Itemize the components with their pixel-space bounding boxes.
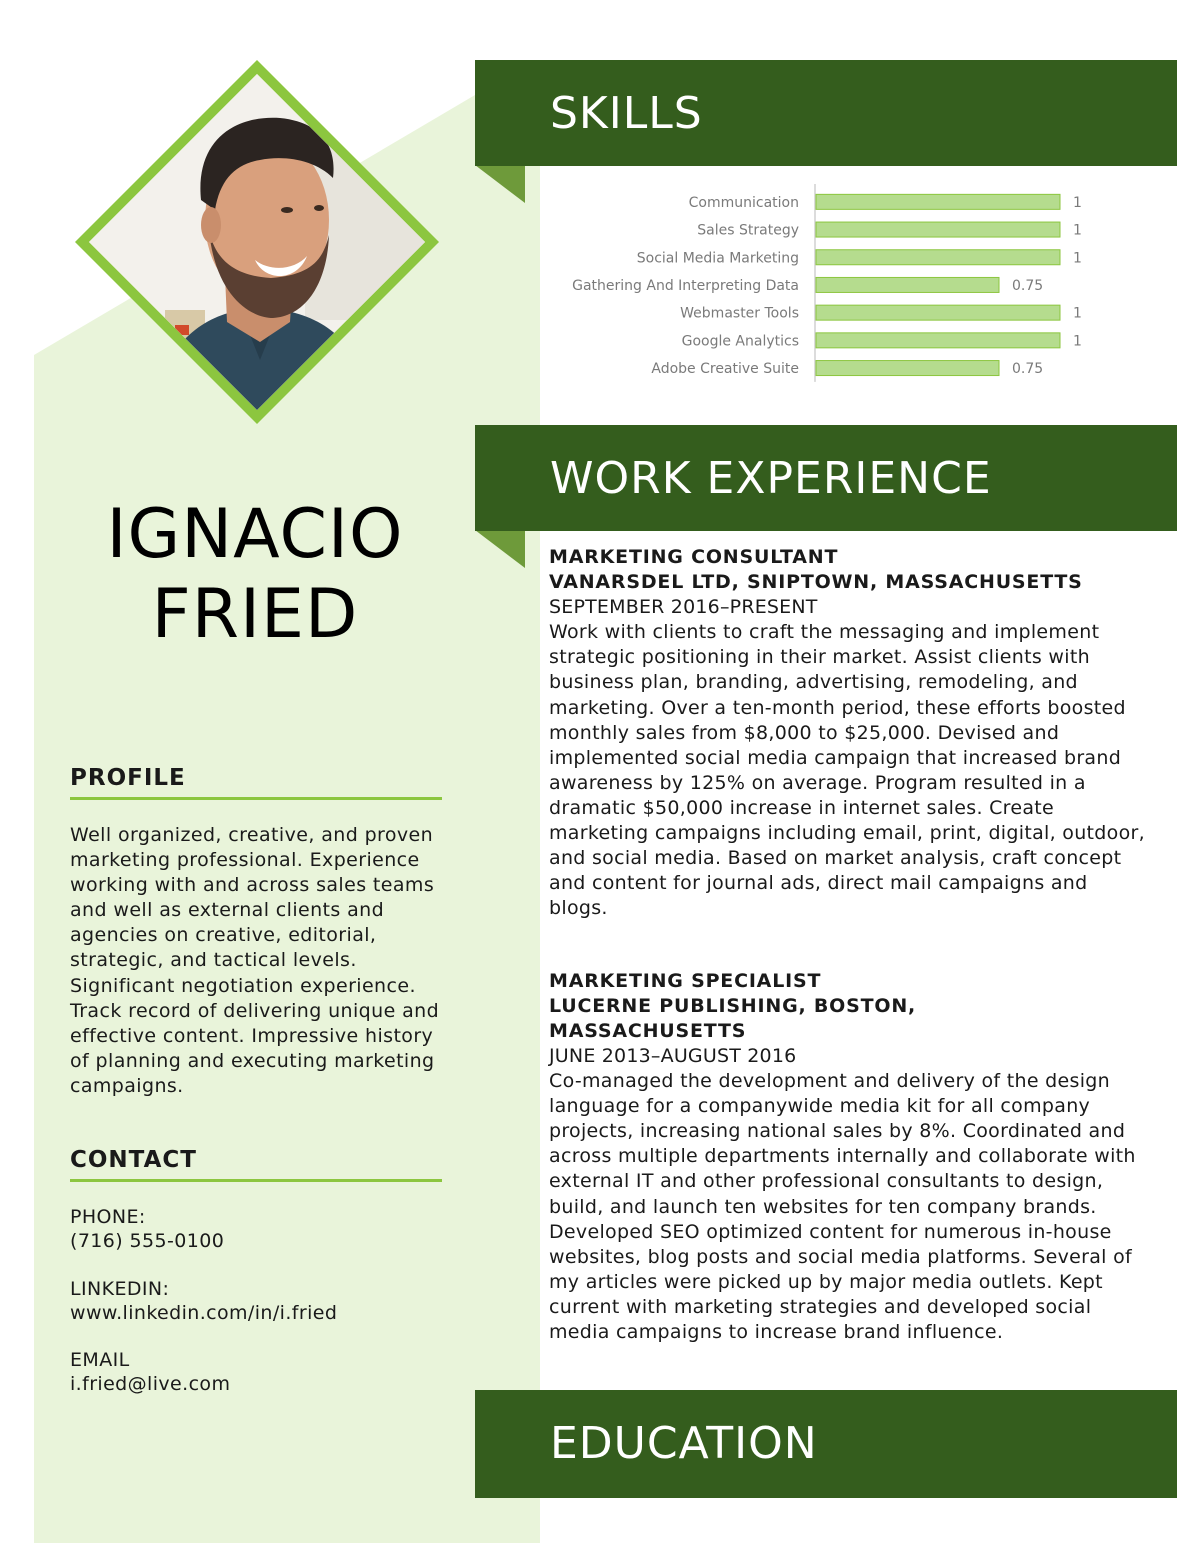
chart-value-label: 1 [1073, 333, 1082, 350]
job-company: LUCERNE PUBLISHING, BOSTON, MASSACHUSETTS [549, 995, 917, 1043]
work-experience-heading: WORK EXPERIENCE [550, 453, 992, 504]
job-entry [549, 545, 1149, 921]
email-value[interactable]: i.fried@live.com [70, 1373, 231, 1395]
chart-value-label: 0.75 [1012, 277, 1044, 294]
chart-category-label: Social Media Marketing [636, 250, 799, 267]
chart-category-label: Communication [688, 194, 799, 211]
chart-value-label: 1 [1073, 250, 1082, 267]
chart-category-label: Google Analytics [681, 333, 799, 350]
chart-category-label: Adobe Creative Suite [651, 361, 799, 378]
contact-email [70, 1348, 442, 1396]
linkedin-label: LINKEDIN: [70, 1278, 170, 1300]
contact-linkedin [70, 1277, 442, 1325]
last-name: FRIED [151, 575, 359, 654]
person-name [40, 495, 470, 655]
work-experience-banner [475, 425, 1177, 531]
job-title: MARKETING SPECIALIST [549, 970, 822, 992]
skills-chart [540, 180, 1160, 385]
education-banner [475, 1390, 1177, 1498]
chart-bar [816, 222, 1060, 237]
job-entry-details [549, 1044, 1149, 1345]
profile-text: Well organized, creative, and proven marketing professional. Experience working with and across sales teams and well as external clients and agencies on creative, editorial, strategic, and tactical levels. Significant negotiation experience. Track record of delivering unique and effective content. Impressive history of planning and executing marketing campaigns. [70, 824, 440, 1097]
chart-bar [816, 333, 1060, 348]
chart-category-label: Gathering And Interpreting Data [572, 277, 799, 294]
phone-value: (716) 555-0100 [70, 1230, 225, 1252]
linkedin-value[interactable]: www.linkedin.com/in/i.fried [70, 1302, 338, 1324]
chart-bar [816, 277, 999, 292]
chart-bar [816, 250, 1060, 265]
job-period: SEPTEMBER 2016–PRESENT [549, 596, 818, 619]
job-company: VANARSDEL LTD, SNIPTOWN, MASSACHUSETTS [549, 571, 1083, 594]
education-heading: EDUCATION [550, 1418, 818, 1469]
phone-label: PHONE: [70, 1206, 146, 1228]
profile-heading: PROFILE [70, 765, 442, 800]
skills-banner [475, 60, 1177, 166]
chart-value-label: 1 [1073, 305, 1082, 322]
skills-heading: SKILLS [550, 88, 703, 139]
contact-phone [70, 1205, 442, 1253]
first-name: IGNACIO [106, 495, 404, 574]
chart-value-label: 1 [1073, 194, 1082, 211]
chart-category-label: Sales Strategy [697, 222, 799, 239]
chart-category-label: Webmaster Tools [680, 305, 799, 322]
job-period: JUNE 2013–AUGUST 2016 [549, 1045, 797, 1067]
job-entry [549, 969, 969, 1044]
job-title: MARKETING CONSULTANT [549, 546, 839, 568]
chart-bar [816, 305, 1060, 320]
contact-heading: CONTACT [70, 1147, 442, 1182]
profile-photo [75, 60, 439, 424]
chart-value-label: 1 [1073, 222, 1082, 239]
chart-value-label: 0.75 [1012, 361, 1044, 378]
job-description: Work with clients to craft the messaging and implement strategic positioning in their market. Assist clients with business plan, branding, advertising, remodeling, and marketing. Over a ten-month period, these efforts boosted monthly sales from $8,000 to $25,000. Devised and implemented social media campaign that increased brand awareness by 125% on average. Program resulted in a dramatic $50,000 increase in internet sales. Create marketing campaigns including email, print, digital, outdoor, and social media. Based on market analysis, craft concept and content for journal ads, direct mail campaigns and blogs. [549, 621, 1145, 920]
email-label: EMAIL [70, 1349, 130, 1371]
chart-bar [816, 194, 1060, 209]
job-description: Co-managed the development and delivery of the design language for a companywide media kit for all company projects, increasing national sales by 8%. Coordinated and across multiple departments internally and collaborate with external IT and other professional consultants to design, build, and launch ten websites for ten company brands. Developed SEO optimized content for numerous in-house websites, blog posts and social media platforms. Several of my articles were picked up by major media outlets. Kept current with marketing strategies and developed social media campaigns to increase brand influence. [549, 1070, 1136, 1344]
chart-bar [816, 361, 999, 376]
